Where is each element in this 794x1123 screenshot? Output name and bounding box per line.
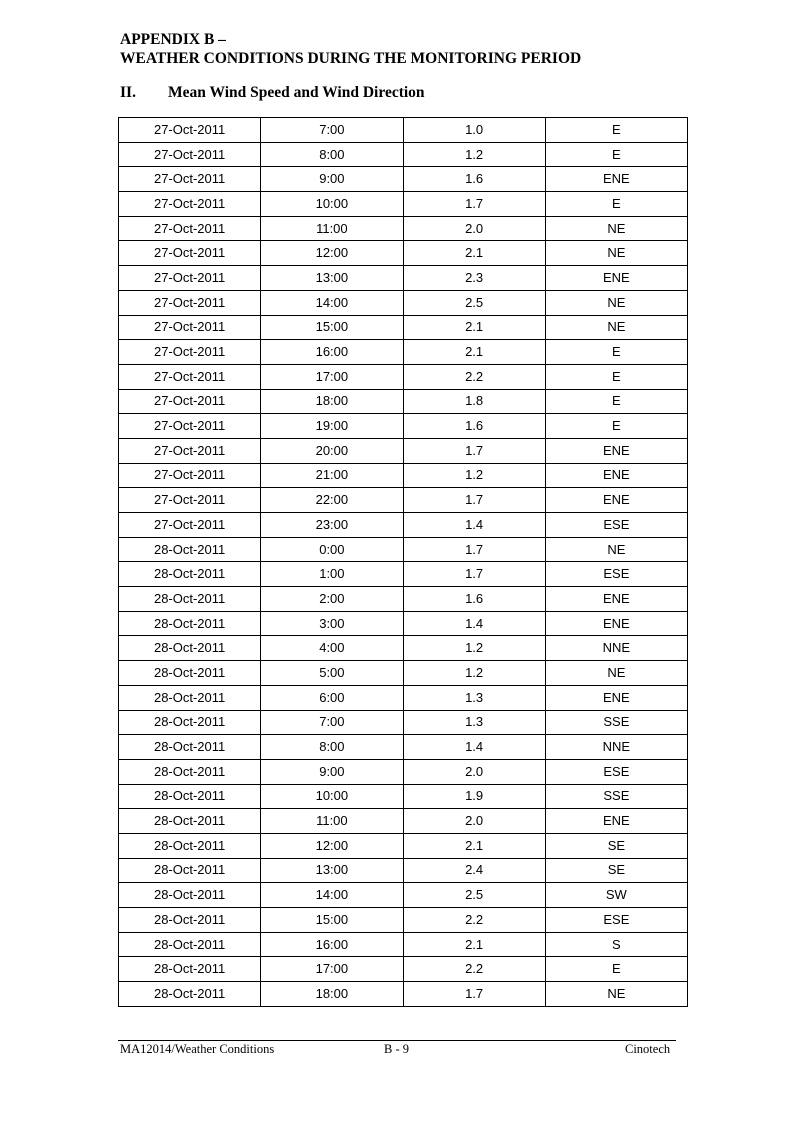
wind-speed-cell: 1.2 (403, 636, 545, 661)
time-cell: 9:00 (261, 167, 403, 192)
wind-speed-cell: 2.2 (403, 957, 545, 982)
wind-direction-cell: E (545, 118, 687, 143)
wind-speed-cell: 1.3 (403, 710, 545, 735)
wind-speed-cell: 1.4 (403, 735, 545, 760)
wind-direction-cell: ENE (545, 685, 687, 710)
table-row (119, 759, 688, 784)
table-row (119, 883, 688, 908)
date-cell: 28-Oct-2011 (119, 587, 261, 612)
time-cell: 3:00 (261, 611, 403, 636)
wind-direction-cell: E (545, 389, 687, 414)
table-row (119, 932, 688, 957)
time-cell: 11:00 (261, 216, 403, 241)
wind-speed-cell: 1.6 (403, 587, 545, 612)
wind-speed-cell: 1.7 (403, 192, 545, 217)
table-row (119, 858, 688, 883)
section-heading (120, 83, 425, 102)
date-cell: 27-Oct-2011 (119, 192, 261, 217)
table-row (119, 414, 688, 439)
date-cell: 27-Oct-2011 (119, 142, 261, 167)
date-cell: 27-Oct-2011 (119, 118, 261, 143)
date-cell: 28-Oct-2011 (119, 759, 261, 784)
wind-direction-cell: E (545, 414, 687, 439)
date-cell: 28-Oct-2011 (119, 661, 261, 686)
date-cell: 28-Oct-2011 (119, 982, 261, 1007)
time-cell: 15:00 (261, 908, 403, 933)
wind-speed-cell: 2.1 (403, 241, 545, 266)
date-cell: 27-Oct-2011 (119, 414, 261, 439)
wind-direction-cell: SE (545, 858, 687, 883)
time-cell: 17:00 (261, 364, 403, 389)
wind-speed-cell: 1.8 (403, 389, 545, 414)
wind-direction-cell: NE (545, 661, 687, 686)
wind-speed-cell: 2.0 (403, 216, 545, 241)
wind-direction-cell: ESE (545, 562, 687, 587)
wind-direction-cell: ENE (545, 438, 687, 463)
wind-speed-cell: 1.2 (403, 661, 545, 686)
time-cell: 12:00 (261, 241, 403, 266)
time-cell: 7:00 (261, 710, 403, 735)
table-row (119, 784, 688, 809)
wind-direction-cell: NE (545, 216, 687, 241)
table-row (119, 685, 688, 710)
date-cell: 28-Oct-2011 (119, 809, 261, 834)
wind-speed-cell: 2.0 (403, 759, 545, 784)
wind-speed-cell: 1.7 (403, 488, 545, 513)
wind-direction-cell: SE (545, 833, 687, 858)
time-cell: 1:00 (261, 562, 403, 587)
wind-speed-cell: 1.4 (403, 611, 545, 636)
table-row (119, 809, 688, 834)
wind-direction-cell: ESE (545, 759, 687, 784)
wind-speed-cell: 2.5 (403, 883, 545, 908)
wind-direction-cell: E (545, 364, 687, 389)
date-cell: 27-Oct-2011 (119, 364, 261, 389)
time-cell: 2:00 (261, 587, 403, 612)
time-cell: 16:00 (261, 340, 403, 365)
wind-direction-cell: ESE (545, 513, 687, 538)
wind-speed-cell: 1.0 (403, 118, 545, 143)
time-cell: 10:00 (261, 192, 403, 217)
wind-direction-cell: NE (545, 241, 687, 266)
time-cell: 9:00 (261, 759, 403, 784)
time-cell: 5:00 (261, 661, 403, 686)
table-row (119, 266, 688, 291)
time-cell: 19:00 (261, 414, 403, 439)
table-row (119, 908, 688, 933)
date-cell: 28-Oct-2011 (119, 883, 261, 908)
time-cell: 6:00 (261, 685, 403, 710)
wind-speed-cell: 1.4 (403, 513, 545, 538)
table-row (119, 167, 688, 192)
wind-direction-cell: E (545, 957, 687, 982)
table-row (119, 118, 688, 143)
table-row (119, 587, 688, 612)
table-row (119, 340, 688, 365)
wind-direction-cell: ENE (545, 611, 687, 636)
table-row (119, 438, 688, 463)
wind-speed-cell: 1.2 (403, 142, 545, 167)
date-cell: 28-Oct-2011 (119, 562, 261, 587)
wind-speed-cell: 1.7 (403, 982, 545, 1007)
time-cell: 23:00 (261, 513, 403, 538)
wind-direction-cell: NE (545, 290, 687, 315)
wind-direction-cell: E (545, 142, 687, 167)
appendix-heading (120, 30, 581, 68)
time-cell: 11:00 (261, 809, 403, 834)
wind-speed-cell: 2.4 (403, 858, 545, 883)
wind-speed-cell: 2.3 (403, 266, 545, 291)
table-row (119, 636, 688, 661)
table-row (119, 241, 688, 266)
wind-direction-cell: E (545, 192, 687, 217)
date-cell: 28-Oct-2011 (119, 685, 261, 710)
wind-direction-cell: ENE (545, 488, 687, 513)
date-cell: 28-Oct-2011 (119, 735, 261, 760)
time-cell: 17:00 (261, 957, 403, 982)
time-cell: 21:00 (261, 463, 403, 488)
wind-direction-cell: SSE (545, 710, 687, 735)
wind-direction-cell: NE (545, 315, 687, 340)
wind-direction-cell: S (545, 932, 687, 957)
date-cell: 28-Oct-2011 (119, 611, 261, 636)
wind-direction-cell: ESE (545, 908, 687, 933)
date-cell: 28-Oct-2011 (119, 636, 261, 661)
wind-speed-cell: 1.7 (403, 537, 545, 562)
date-cell: 27-Oct-2011 (119, 315, 261, 340)
time-cell: 18:00 (261, 982, 403, 1007)
table-row (119, 611, 688, 636)
table-row (119, 389, 688, 414)
time-cell: 7:00 (261, 118, 403, 143)
wind-speed-cell: 2.0 (403, 809, 545, 834)
footer-page-number: B - 9 (384, 1042, 409, 1056)
date-cell: 27-Oct-2011 (119, 389, 261, 414)
date-cell: 27-Oct-2011 (119, 241, 261, 266)
wind-direction-cell: NNE (545, 735, 687, 760)
appendix-subtitle: WEATHER CONDITIONS DURING THE MONITORING PERIOD (120, 50, 582, 67)
table-row (119, 537, 688, 562)
wind-direction-cell: E (545, 340, 687, 365)
wind-direction-cell: ENE (545, 167, 687, 192)
date-cell: 28-Oct-2011 (119, 784, 261, 809)
wind-speed-cell: 2.1 (403, 932, 545, 957)
table-row (119, 216, 688, 241)
wind-speed-cell: 2.2 (403, 908, 545, 933)
wind-direction-cell: NE (545, 982, 687, 1007)
table-row (119, 192, 688, 217)
wind-direction-cell: SSE (545, 784, 687, 809)
time-cell: 22:00 (261, 488, 403, 513)
date-cell: 27-Oct-2011 (119, 167, 261, 192)
table-row (119, 142, 688, 167)
table-row (119, 488, 688, 513)
wind-direction-cell: ENE (545, 809, 687, 834)
section-title: Mean Wind Speed and Wind Direction (168, 84, 425, 101)
date-cell: 27-Oct-2011 (119, 488, 261, 513)
wind-speed-cell: 2.1 (403, 315, 545, 340)
wind-speed-cell: 1.3 (403, 685, 545, 710)
time-cell: 14:00 (261, 883, 403, 908)
table-row (119, 661, 688, 686)
date-cell: 28-Oct-2011 (119, 710, 261, 735)
time-cell: 12:00 (261, 833, 403, 858)
time-cell: 0:00 (261, 537, 403, 562)
wind-speed-cell: 1.2 (403, 463, 545, 488)
table-row (119, 290, 688, 315)
time-cell: 4:00 (261, 636, 403, 661)
wind-data-table-body (119, 118, 688, 1007)
date-cell: 27-Oct-2011 (119, 266, 261, 291)
wind-speed-cell: 1.6 (403, 167, 545, 192)
date-cell: 27-Oct-2011 (119, 340, 261, 365)
date-cell: 27-Oct-2011 (119, 513, 261, 538)
wind-direction-cell: ENE (545, 587, 687, 612)
date-cell: 28-Oct-2011 (119, 957, 261, 982)
time-cell: 16:00 (261, 932, 403, 957)
wind-speed-cell: 2.2 (403, 364, 545, 389)
time-cell: 20:00 (261, 438, 403, 463)
date-cell: 28-Oct-2011 (119, 537, 261, 562)
wind-data-table (118, 117, 688, 1007)
wind-direction-cell: ENE (545, 266, 687, 291)
date-cell: 27-Oct-2011 (119, 463, 261, 488)
appendix-title: APPENDIX B – (120, 31, 226, 48)
footer-company: Cinotech (625, 1042, 671, 1056)
wind-direction-cell: NE (545, 537, 687, 562)
date-cell: 27-Oct-2011 (119, 438, 261, 463)
table-row (119, 315, 688, 340)
wind-speed-cell: 1.9 (403, 784, 545, 809)
section-number: II. (120, 84, 136, 101)
wind-speed-cell: 1.6 (403, 414, 545, 439)
time-cell: 13:00 (261, 858, 403, 883)
date-cell: 27-Oct-2011 (119, 216, 261, 241)
wind-direction-cell: NNE (545, 636, 687, 661)
table-row (119, 833, 688, 858)
wind-speed-cell: 2.1 (403, 833, 545, 858)
wind-direction-cell: ENE (545, 463, 687, 488)
time-cell: 8:00 (261, 142, 403, 167)
date-cell: 27-Oct-2011 (119, 290, 261, 315)
table-row (119, 562, 688, 587)
time-cell: 13:00 (261, 266, 403, 291)
table-row (119, 364, 688, 389)
wind-direction-cell: SW (545, 883, 687, 908)
date-cell: 28-Oct-2011 (119, 932, 261, 957)
table-row (119, 710, 688, 735)
wind-speed-cell: 2.1 (403, 340, 545, 365)
time-cell: 15:00 (261, 315, 403, 340)
table-row (119, 957, 688, 982)
footer-divider (118, 1040, 676, 1041)
wind-speed-cell: 1.7 (403, 562, 545, 587)
time-cell: 14:00 (261, 290, 403, 315)
date-cell: 28-Oct-2011 (119, 858, 261, 883)
time-cell: 18:00 (261, 389, 403, 414)
time-cell: 10:00 (261, 784, 403, 809)
wind-speed-cell: 2.5 (403, 290, 545, 315)
table-row (119, 513, 688, 538)
date-cell: 28-Oct-2011 (119, 833, 261, 858)
time-cell: 8:00 (261, 735, 403, 760)
date-cell: 28-Oct-2011 (119, 908, 261, 933)
table-row (119, 463, 688, 488)
footer-document-ref: MA12014/Weather Conditions (120, 1042, 275, 1056)
table-row (119, 982, 688, 1007)
wind-speed-cell: 1.7 (403, 438, 545, 463)
table-row (119, 735, 688, 760)
